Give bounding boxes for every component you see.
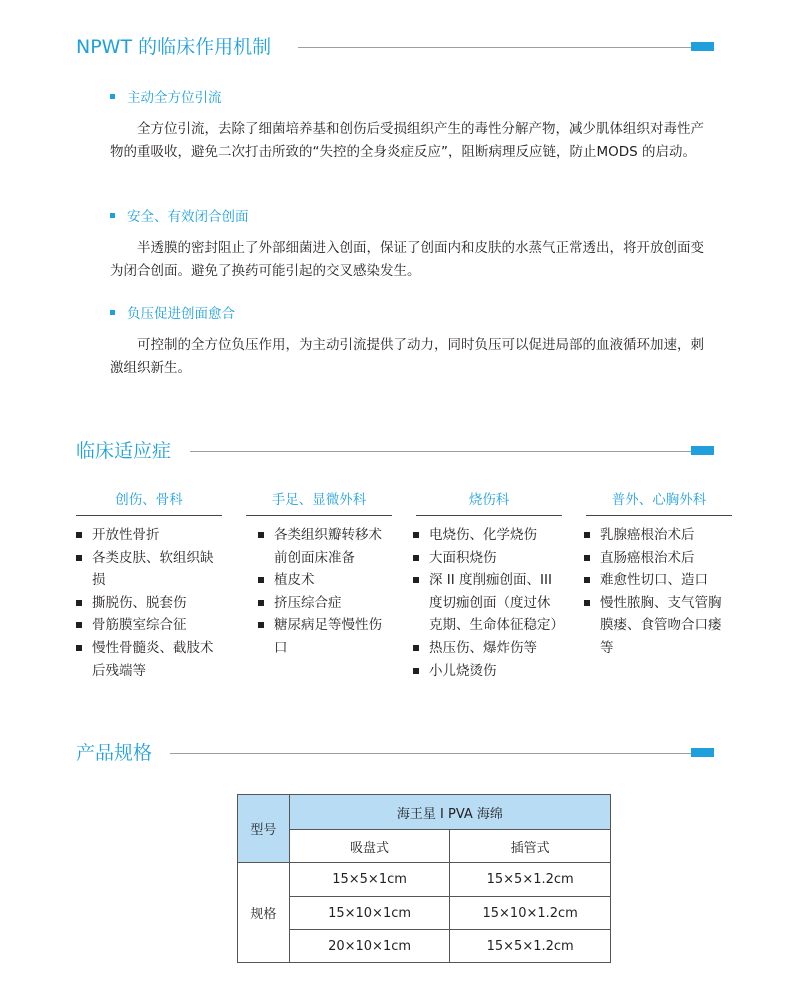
section-header-specs: [76, 738, 714, 768]
list-item: 糖尿病足等慢性伤口: [258, 614, 392, 659]
bullet-heading: 负压促进创面愈合: [110, 302, 235, 322]
list-item: 撕脱伤、脱套伤: [76, 592, 216, 615]
divider: [298, 47, 691, 48]
accent-block: [691, 42, 714, 51]
list-item: 各类皮肤、软组织缺损: [76, 547, 216, 592]
section-title: NPWT 的临床作用机制: [76, 36, 272, 58]
list-item: 慢性骨髓炎、截肢术后残端等: [76, 637, 216, 682]
indication-list: [584, 524, 724, 660]
paragraph: 半透膜的密封阻止了外部细菌进入创面，保证了创面内和皮肤的水蒸气正常透出，将开放创面变为闭合创面。避免了换药可能引起的交叉感染发生。: [110, 240, 704, 279]
square-bullet-icon: [110, 310, 115, 315]
indication-column-header: 烧伤科: [416, 488, 562, 516]
list-item: 小儿烧烫伤: [413, 660, 559, 683]
type-label-cell: 型号: [238, 795, 290, 863]
list-item: 直肠癌根治术后: [584, 547, 724, 570]
list-item: 难愈性切口、造口: [584, 569, 724, 592]
table-cell: 15×5×1.2cm: [450, 863, 611, 897]
accent-block: [691, 446, 714, 455]
spec-label-cell: 规格: [238, 863, 290, 963]
table-cell: 15×5×1cm: [289, 863, 450, 897]
list-item: 电烧伤、化学烧伤: [413, 524, 559, 547]
section-header-indications: [76, 436, 714, 466]
list-item: 挤压综合症: [258, 592, 392, 615]
divider: [170, 753, 691, 754]
indication-list: [258, 524, 392, 660]
table-cell: 15×10×1cm: [289, 897, 450, 930]
spec-table: [237, 794, 611, 963]
indication-list: [413, 524, 564, 682]
list-item: 热压伤、爆炸伤等: [413, 637, 559, 660]
list-item: 深 II 度削痂创面、III 度切痂创面（度过休克期、生命体征稳定）: [413, 569, 559, 637]
table-cell: 15×5×1.2cm: [450, 930, 611, 963]
column-header-cell: 吸盘式: [289, 830, 450, 863]
indication-column-header: 创伤、骨科: [76, 488, 222, 516]
square-bullet-icon: [110, 94, 115, 99]
accent-block: [691, 748, 714, 757]
paragraph: 全方位引流，去除了细菌培养基和创伤后受损组织产生的毒性分解产物，减少肌体组织对毒性产物的重吸收，避免二次打击所致的“失控的全身炎症反应”，阻断病理反应链，防止MODS 的启动。: [110, 121, 704, 160]
list-item: 慢性脓胸、支气管胸膜瘘、食管吻合口瘘等: [584, 592, 724, 660]
section-title: 产品规格: [76, 742, 153, 764]
list-item: 开放性骨折: [76, 524, 216, 547]
section-header-mechanism: [76, 32, 714, 62]
paragraph: 可控制的全方位负压作用，为主动引流提供了动力，同时负压可以促进局部的血液循环加速，刺激组织新生。: [110, 337, 704, 376]
product-name-cell: 海王星 I PVA 海绵: [289, 795, 610, 830]
indication-column-header: 普外、心胸外科: [586, 488, 732, 516]
list-item: 大面积烧伤: [413, 547, 559, 570]
section-title: 临床适应症: [76, 440, 172, 462]
bullet-heading: 主动全方位引流: [110, 86, 222, 106]
table-cell: 20×10×1cm: [289, 930, 450, 963]
list-item: 各类组织瓣转移术前创面床准备: [258, 524, 392, 569]
list-item: 植皮术: [258, 569, 392, 592]
indication-column-header: 手足、显微外科: [246, 488, 392, 516]
divider: [190, 451, 691, 452]
list-item: 乳腺癌根治术后: [584, 524, 724, 547]
bullet-heading: 安全、有效闭合创面: [110, 205, 249, 225]
indication-list: [76, 524, 216, 682]
list-item: 骨筋膜室综合征: [76, 614, 216, 637]
column-header-cell: 插管式: [450, 830, 611, 863]
table-cell: 15×10×1.2cm: [450, 897, 611, 930]
square-bullet-icon: [110, 213, 115, 218]
